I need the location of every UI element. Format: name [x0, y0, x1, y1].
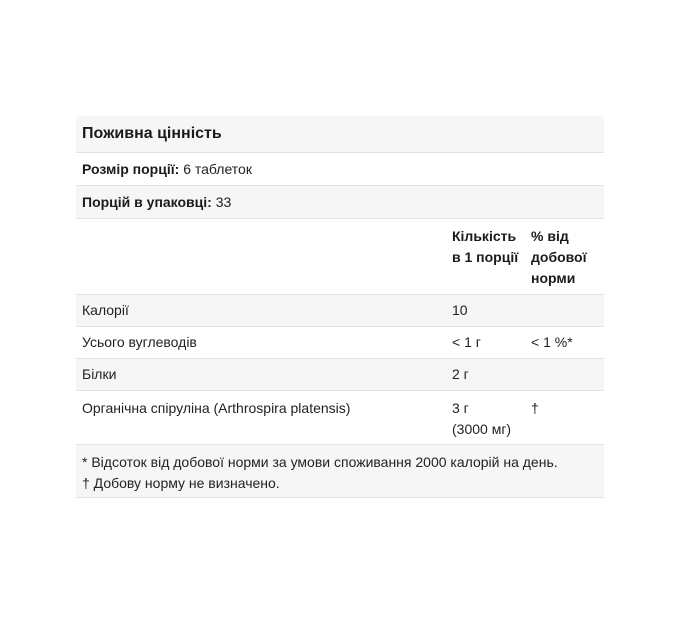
- table-title: Поживна цінність: [82, 125, 222, 142]
- nutrient-dv: < 1 %*: [531, 334, 573, 350]
- nutrient-name: Усього вуглеводів: [82, 334, 197, 350]
- nutrient-amount: 2 г: [452, 366, 469, 382]
- table-row: [76, 391, 604, 445]
- nutrient-name: Калорії: [82, 302, 129, 318]
- table-row: [76, 295, 604, 327]
- serving-size-row: [76, 153, 604, 186]
- column-header-row: [76, 219, 604, 295]
- title-row: [76, 116, 604, 153]
- nutrient-dv: †: [531, 400, 539, 416]
- nutrient-name: Органічна спіруліна (Arthrospira platensis): [82, 400, 351, 416]
- daily-value-column-header: % від добової норми: [531, 228, 587, 286]
- nutrient-name: Білки: [82, 366, 117, 382]
- servings-per-container-label: Порцій в упаковці:: [82, 194, 212, 210]
- servings-per-container-value: 33: [215, 194, 232, 210]
- serving-size-label: Розмір порції:: [82, 161, 180, 177]
- nutrient-amount: 3 г (3000 мг): [452, 400, 512, 437]
- footnote-daily-value: * Відсоток від добової норми за умови споживання 2000 калорій на день.: [82, 454, 558, 470]
- serving-size-value: 6 таблеток: [183, 161, 252, 177]
- nutrient-amount: 10: [452, 302, 468, 318]
- table-row: [76, 359, 604, 391]
- nutrition-facts-table: [76, 116, 604, 498]
- footnote-not-established: † Добову норму не визначено.: [82, 475, 280, 491]
- footnotes: [76, 445, 604, 498]
- servings-per-container-row: [76, 186, 604, 219]
- table-row: [76, 327, 604, 359]
- amount-column-header: Кількість в 1 порції: [452, 228, 519, 265]
- nutrient-amount: < 1 г: [452, 334, 481, 350]
